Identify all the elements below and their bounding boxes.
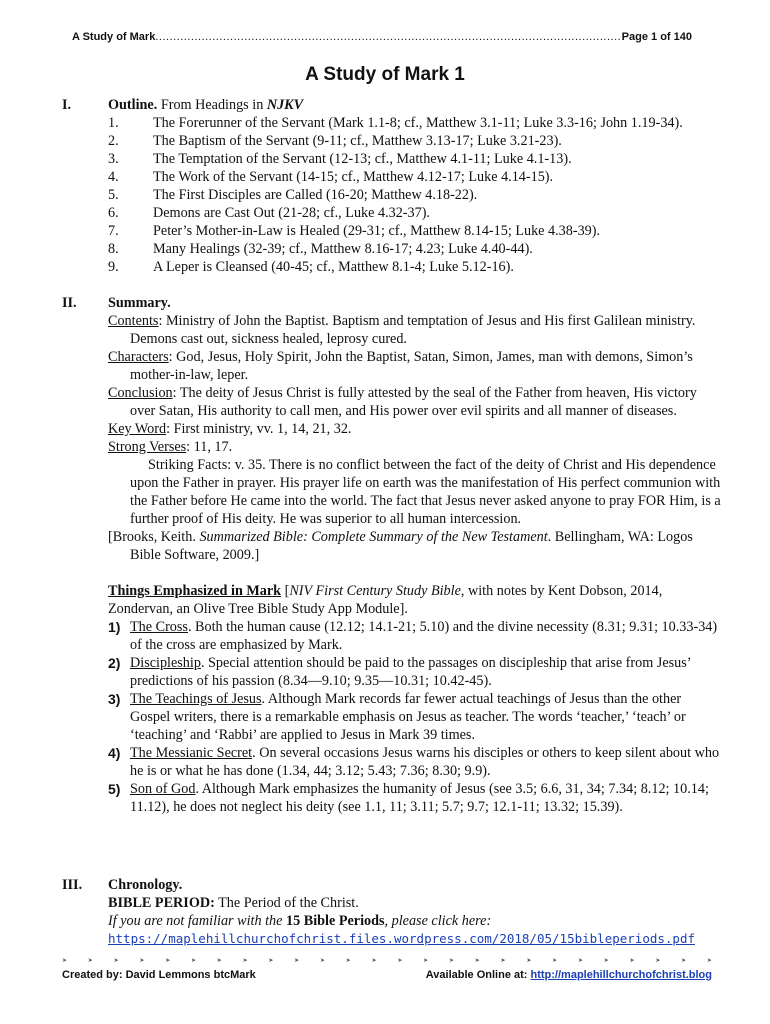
emphasized-item-number: 5) bbox=[108, 781, 121, 797]
emphasized-item bbox=[108, 618, 722, 654]
footer-blog-link[interactable]: http://maplehillchurchofchrist.blog bbox=[530, 969, 712, 981]
outline-item-number: 6. bbox=[108, 205, 119, 221]
outline-item bbox=[108, 114, 722, 132]
section-chronology bbox=[62, 876, 722, 948]
outline-item-text: The First Disciples are Called (16-20; Matthew 4.18-22). bbox=[153, 187, 478, 203]
outline-item-text: The Forerunner of the Servant (Mark 1.1-8; cf., Matthew 3.1-11; Luke 3.3-16; John 1.19-34). bbox=[153, 115, 683, 131]
outline-item bbox=[108, 222, 722, 240]
outline-item-number: 7. bbox=[108, 223, 119, 239]
emphasized-item-description: . Both the human cause (12.12; 14.1-21; 5.10) and the divine necessity (8.31; 9.31; 10.33-34) of the cross are emphasized by Mark. bbox=[130, 619, 718, 653]
emphasized-item-number: 1) bbox=[108, 619, 121, 635]
summary-characters: Characters: God, Jesus, Holy Spirit, John the Baptist, Satan, Simon, James, man with demons, Simon’s mother-in-law, leper. bbox=[108, 349, 693, 383]
outline-item-text: A Leper is Cleansed (40-45; cf., Matthew 8.1-4; Luke 5.12-16). bbox=[153, 259, 514, 275]
bible-periods-note: If you are not familiar with the 15 Bible Periods, please click here: bbox=[108, 913, 492, 929]
outline-item bbox=[108, 186, 722, 204]
decorative-arrow-row: ➤ ➤ ➤ ➤ ➤ ➤ ➤ ➤ ➤ ➤ ➤ ➤ ➤ ➤ ➤ ➤ ➤ ➤ ➤ ➤ ➤ ➤ ➤ ➤ ➤ ➤ bbox=[62, 958, 712, 964]
outline-item-text: Many Healings (32-39; cf., Matthew 8.16-17; 4.23; Luke 4.40-44). bbox=[153, 241, 533, 257]
outline-item bbox=[108, 204, 722, 222]
outline-item-number: 1. bbox=[108, 115, 119, 131]
emphasized-item-description: . Special attention should be paid to the passages on discipleship that arise from Jesus’ predictions of his passion (8.34—9.10; 9.35—10.31; 10.42-45). bbox=[130, 655, 691, 689]
section-summary bbox=[62, 294, 722, 816]
outline-list bbox=[108, 114, 722, 276]
emphasized-item-text bbox=[130, 744, 722, 780]
outline-item-number: 5. bbox=[108, 187, 119, 203]
summary-keyword: Key Word: First ministry, vv. 1, 14, 21, 32. bbox=[108, 421, 352, 437]
outline-item bbox=[108, 258, 722, 276]
outline-item bbox=[108, 240, 722, 258]
emphasized-item bbox=[108, 744, 722, 780]
emphasized-item-text bbox=[130, 618, 722, 654]
outline-item bbox=[108, 168, 722, 186]
page-footer bbox=[62, 966, 712, 984]
emphasized-item-label: Son of God bbox=[130, 781, 196, 797]
section-numeral: I. bbox=[62, 97, 72, 113]
emphasized-item-label: The Messianic Secret bbox=[130, 745, 253, 761]
emphasized-item-text bbox=[130, 780, 722, 816]
emphasized-item-number: 2) bbox=[108, 655, 121, 671]
footer-author: Created by: David Lemmons btcMark bbox=[62, 969, 256, 981]
section-numeral: III. bbox=[62, 877, 83, 893]
emphasized-item-description: . Although Mark records far fewer actual teachings of Jesus than the other Gospel writers, there is a remarkable emphasis on Jesus as teacher. The words ‘teacher,’ ‘teach’ or ‘teaching’ and ‘Rabbi’ are applied to Jesus in Mark 39 times. bbox=[130, 691, 686, 743]
header-leader-dots bbox=[155, 28, 621, 46]
outline-heading: Outline. From Headings in NJKV bbox=[108, 97, 304, 113]
outline-item-number: 2. bbox=[108, 133, 119, 149]
outline-item bbox=[108, 132, 722, 150]
summary-heading: Summary. bbox=[108, 295, 171, 311]
outline-item-text: The Temptation of the Servant (12-13; cf., Matthew 4.1-11; Luke 4.1-13). bbox=[153, 151, 572, 167]
summary-strong-verses: Strong Verses: 11, 17. bbox=[108, 439, 233, 455]
emphasized-item bbox=[108, 654, 722, 690]
running-header bbox=[72, 28, 692, 46]
emphasized-heading: Things Emphasized in Mark [NIV First Century Study Bible, with notes by Kent Dobson, 2014, Zondervan, an Olive Tree Bible Study App Module]. bbox=[108, 583, 663, 617]
emphasized-item-number: 3) bbox=[108, 691, 121, 707]
section-numeral: II. bbox=[62, 295, 77, 311]
emphasized-item-number: 4) bbox=[108, 745, 121, 761]
emphasized-item-label: The Teachings of Jesus bbox=[130, 691, 262, 707]
emphasized-item-label: The Cross bbox=[130, 619, 188, 635]
bible-period: BIBLE PERIOD: The Period of the Christ. bbox=[108, 895, 359, 911]
summary-contents: Contents: Ministry of John the Baptist. Baptism and temptation of Jesus and His first Galilean ministry. Demons cast out, sickness healed, leprosy cured. bbox=[108, 313, 696, 347]
outline-item-text: Peter’s Mother-in-Law is Healed (29-31; cf., Matthew 8.14-15; Luke 4.38-39). bbox=[153, 223, 601, 239]
emphasized-item bbox=[108, 780, 722, 816]
header-title: A Study of Mark bbox=[72, 31, 156, 43]
summary-conclusion: Conclusion: The deity of Jesus Christ is fully attested by the seal of the Father from heaven, His victory over Satan, His authority to call men, and His power over evil spirits and all manner of diseases. bbox=[108, 385, 697, 419]
emphasized-item-text bbox=[130, 690, 722, 744]
outline-item-number: 4. bbox=[108, 169, 119, 185]
summary-citation: [Brooks, Keith. Summarized Bible: Complete Summary of the New Testament. Bellingham, WA: Logos Bible Software, 2009.] bbox=[108, 529, 693, 563]
outline-item bbox=[108, 150, 722, 168]
footer-online: Available Online at: http://maplehillchurchofchrist.blog bbox=[425, 969, 712, 981]
outline-item-text: Demons are Cast Out (21-28; cf., Luke 4.32-37). bbox=[153, 205, 430, 221]
outline-item-number: 8. bbox=[108, 241, 119, 257]
section-outline bbox=[62, 96, 722, 276]
page-title: A Study of Mark 1 bbox=[305, 64, 465, 85]
header-page-number: Page 1 of 140 bbox=[621, 31, 692, 43]
chronology-heading: Chronology. bbox=[108, 877, 183, 893]
outline-item-number: 3. bbox=[108, 151, 119, 167]
bible-periods-link[interactable]: https://maplehillchurchofchrist.files.wordpress.com/2018/05/15bibleperiods.pdf bbox=[108, 931, 695, 946]
emphasized-item-description: . On several occasions Jesus warns his disciples or others to keep silent about who he is or what he has done (1.34, 44; 3.12; 5.43; 7.36; 8.30; 9.9). bbox=[130, 745, 720, 779]
summary-striking-facts: Striking Facts: v. 35. There is no conflict between the fact of the deity of Christ and His dependence upon the Father in prayer. His prayer life on earth was the manifestation of His perfect communion with the Father before He came into the world. The fact that Jesus never asked anyone to pray FOR Him, is a further proof of His deity. He was superior to all human intercession. bbox=[130, 457, 721, 527]
outline-item-number: 9. bbox=[108, 259, 119, 275]
outline-item-text: The Baptism of the Servant (9-11; cf., Matthew 3.13-17; Luke 3.21-23). bbox=[153, 133, 562, 149]
emphasized-item-text bbox=[130, 654, 722, 690]
emphasized-item bbox=[108, 690, 722, 744]
emphasized-item-label: Discipleship bbox=[130, 655, 201, 671]
outline-item-text: The Work of the Servant (14-15; cf., Matthew 4.12-17; Luke 4.14-15). bbox=[153, 169, 554, 185]
emphasized-item-description: . Although Mark emphasizes the humanity of Jesus (see 3.5; 6.6, 31, 34; 7.34; 8.12; 10.14; 11.12), he does not neglect his deity (see 1.1, 11; 3.11; 5.7; 9.7; 12.1-11; 13.32; 15.39). bbox=[130, 781, 709, 815]
emphasized-list bbox=[108, 618, 722, 816]
